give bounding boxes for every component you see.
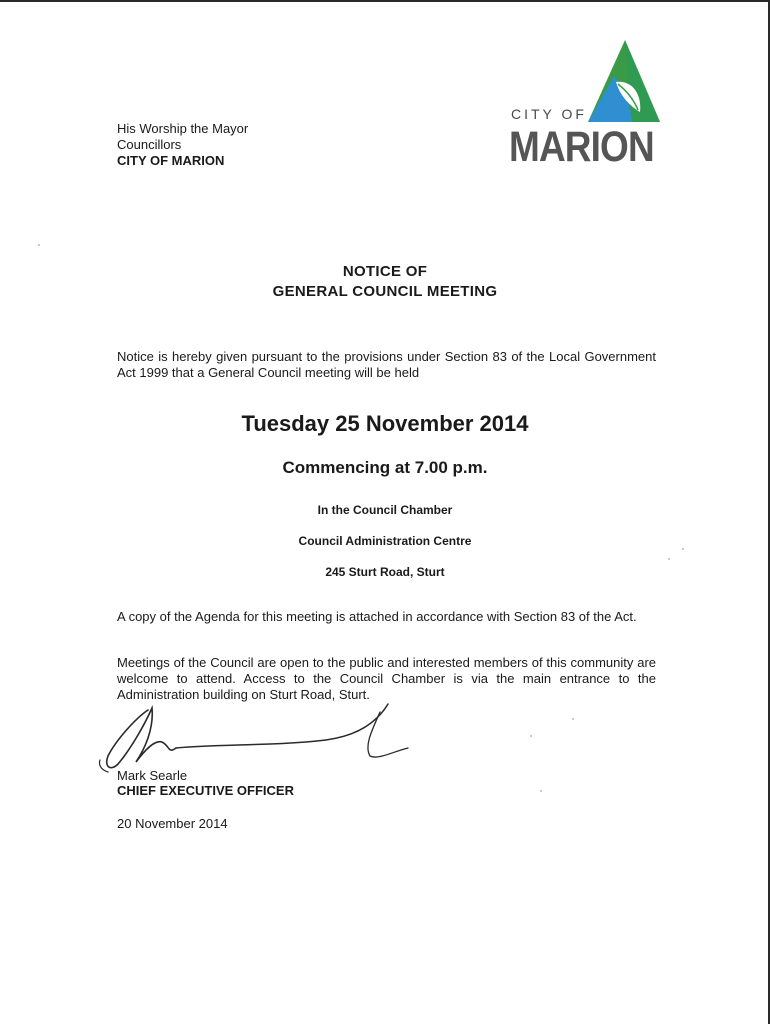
meeting-start-time: Commencing at 7.00 p.m.: [282, 458, 488, 477]
heading-line-1: NOTICE OF: [342, 263, 428, 280]
addressee-councillors: Councillors: [117, 137, 182, 152]
venue-centre: Council Administration Centre: [298, 534, 472, 548]
signatory-title: CHIEF EXECUTIVE OFFICER: [117, 783, 294, 798]
city-of-marion-logo: [505, 36, 690, 171]
scan-speck: [668, 558, 670, 560]
logo-marion-text: MARION: [509, 123, 654, 171]
scan-speck: [530, 735, 532, 737]
scan-speck: [682, 548, 684, 550]
addressee-mayor: His Worship the Mayor: [117, 121, 249, 136]
notice-heading: [0, 262, 770, 302]
venue-chamber: In the Council Chamber: [317, 503, 453, 517]
meeting-date: Tuesday 25 November 2014: [241, 411, 529, 436]
signature-image: [96, 690, 416, 780]
page-top-edge: [0, 0, 770, 2]
notice-paragraph: Notice is hereby given pursuant to the provisions under Section 83 of the Local Government Act 1999 that a General Council meeting will be held: [117, 349, 656, 380]
signature-date: 20 November 2014: [117, 816, 228, 831]
meetings-paragraph: Meetings of the Council are open to the public and interested members of this community are welcome to attend. Access to the Council Chamber is via the main entrance to the Administration building on Sturt Road, Sturt.: [117, 655, 656, 702]
scan-speck: [540, 790, 542, 792]
addressee-city: CITY OF MARION: [117, 153, 225, 168]
logo-city-of-text: CITY OF: [511, 106, 587, 122]
venue-address: 245 Sturt Road, Sturt: [325, 565, 445, 579]
triangle-leaf-icon: [580, 36, 690, 124]
heading-line-2: GENERAL COUNCIL MEETING: [272, 283, 498, 300]
addressee-block: [117, 121, 248, 169]
scan-speck: [572, 718, 574, 720]
agenda-paragraph: A copy of the Agenda for this meeting is attached in accordance with Section 83 of the Act.: [117, 609, 637, 624]
signatory-name: Mark Searle: [117, 768, 188, 783]
scan-speck: [38, 244, 40, 246]
